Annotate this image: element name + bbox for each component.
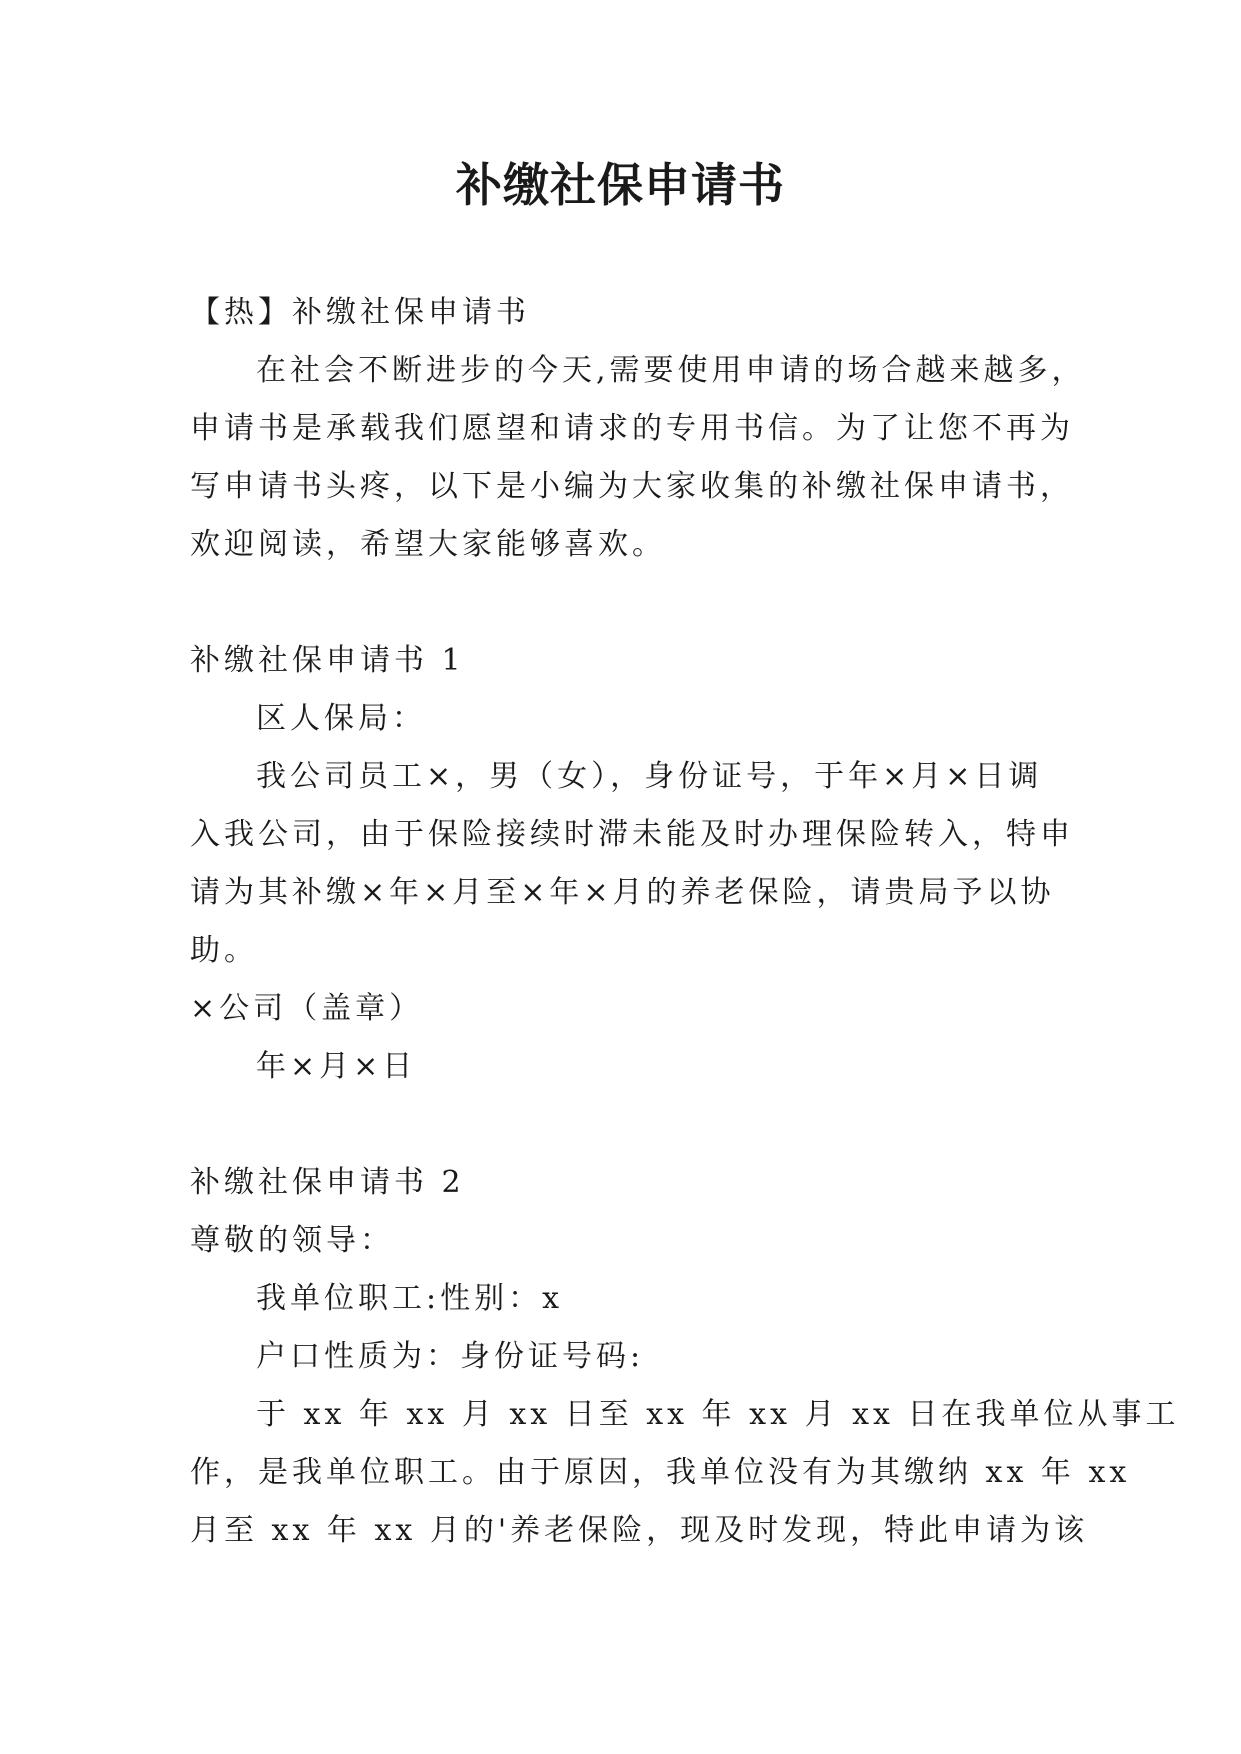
section-1-paragraph-line: 入我公司，由于保险接续时滞未能及时办理保险转入，特申 (190, 817, 1074, 852)
intro-line: 欢迎阅读，希望大家能够喜欢。 (190, 527, 666, 562)
blank-line (190, 1096, 1060, 1154)
page-title: 补缴社保申请书 (456, 158, 785, 212)
section-1-paragraph-line: 助。 (190, 933, 258, 968)
document-subtitle: 【热】补缴社保申请书 (190, 295, 530, 330)
section-1-paragraph-line: 请为其补缴×年×月至×年×月的养老保险，请贵局予以协 (190, 875, 1055, 910)
section-1-heading: 补缴社保申请书 1 (190, 643, 465, 678)
section-1-date: 年×月×日 (256, 1049, 417, 1084)
section-2-salutation: 尊敬的领导： (190, 1223, 394, 1258)
section-2-paragraph-line: 作，是我单位职工。由于原因，我单位没有为其缴纳 xx 年 xx (190, 1455, 1131, 1490)
section-2-field-gender: 我单位职工:性别：x (256, 1281, 564, 1316)
section-2-field-id: 户口性质为：身份证号码: (256, 1339, 645, 1374)
intro-line: 在社会不断进步的今天,需要使用申请的场合越来越多， (256, 353, 1086, 388)
intro-line: 写申请书头疼，以下是小编为大家收集的补缴社保申请书， (190, 469, 1074, 504)
section-1-salutation: 区人保局： (256, 701, 426, 736)
document-body (190, 284, 1180, 1560)
section-1-signature: ×公司（盖章） (190, 991, 424, 1026)
section-1-paragraph-line: 我公司员工×，男（女），身份证号，于年×月×日调 (256, 759, 1043, 794)
blank-line (190, 574, 1060, 632)
intro-line: 申请书是承载我们愿望和请求的专用书信。为了让您不再为 (190, 411, 1074, 446)
section-2-paragraph-line: 于 xx 年 xx 月 xx 日至 xx 年 xx 月 xx 日在我单位从事工 (256, 1397, 1180, 1432)
section-2-heading: 补缴社保申请书 2 (190, 1165, 465, 1200)
section-2-paragraph-line: 月至 xx 年 xx 月的'养老保险，现及时发现，特此申请为该 (190, 1513, 1089, 1548)
